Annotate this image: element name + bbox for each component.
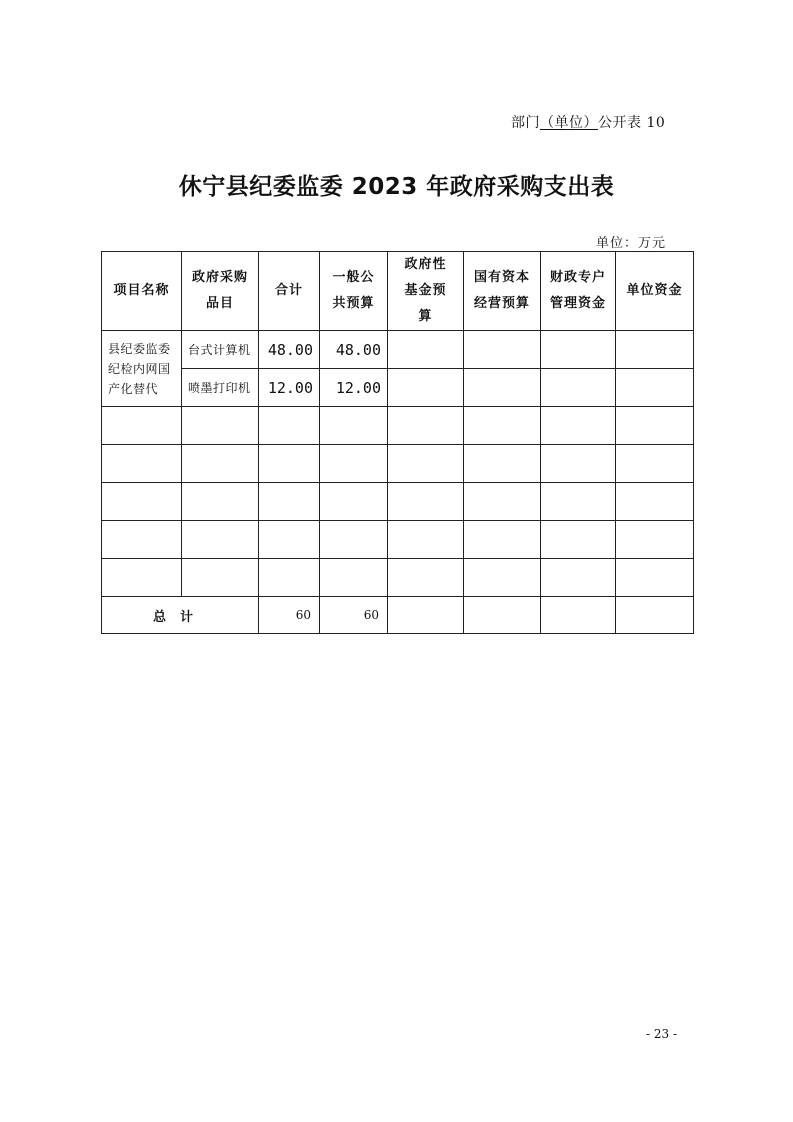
item-cell: 喷墨打印机 xyxy=(182,369,259,407)
empty-row xyxy=(102,445,694,483)
grand-state-capital-cell xyxy=(464,597,541,634)
header-row xyxy=(102,252,694,331)
state-capital-cell xyxy=(464,369,541,407)
total-label: 总计 xyxy=(102,597,259,634)
unit-funds-cell xyxy=(616,369,694,407)
col-header-state-capital: 国有资本经营预算 xyxy=(464,252,541,331)
empty-row xyxy=(102,483,694,521)
state-capital-cell xyxy=(464,331,541,369)
grand-special-account-cell xyxy=(541,597,616,634)
general-budget-cell: 12.00 xyxy=(320,369,388,407)
code-prefix: 部门 xyxy=(511,115,540,131)
unit-funds-cell xyxy=(616,331,694,369)
project-name-cell: 县纪委监委纪检内网国产化替代 xyxy=(102,331,182,407)
total-row xyxy=(102,597,694,634)
gov-fund-cell xyxy=(388,369,464,407)
col-header-total: 合计 xyxy=(259,252,320,331)
page-number: - 23 - xyxy=(646,1027,678,1041)
grand-total-cell: 60 xyxy=(259,597,320,634)
procurement-table xyxy=(101,251,694,634)
table-code xyxy=(511,112,665,132)
table-row xyxy=(102,369,694,407)
empty-row xyxy=(102,521,694,559)
item-cell: 台式计算机 xyxy=(182,331,259,369)
special-account-cell xyxy=(541,331,616,369)
table-row xyxy=(102,331,694,369)
grand-gov-fund-cell xyxy=(388,597,464,634)
code-suffix: 公开表 10 xyxy=(598,115,666,131)
grand-general-budget-cell: 60 xyxy=(320,597,388,634)
col-header-gov-fund: 政府性基金预算 xyxy=(388,252,464,331)
empty-row xyxy=(102,407,694,445)
code-unit: （单位） xyxy=(540,115,598,131)
gov-fund-cell xyxy=(388,331,464,369)
col-header-general-budget: 一般公共预算 xyxy=(320,252,388,331)
total-cell: 48.00 xyxy=(259,331,320,369)
total-cell: 12.00 xyxy=(259,369,320,407)
general-budget-cell: 48.00 xyxy=(320,331,388,369)
col-header-special-account: 财政专户管理资金 xyxy=(541,252,616,331)
empty-row xyxy=(102,559,694,597)
unit-note: 单位：万元 xyxy=(596,236,667,251)
special-account-cell xyxy=(541,369,616,407)
page-title: 休宁县纪委监委 2023 年政府采购支出表 xyxy=(178,174,615,200)
grand-unit-funds-cell xyxy=(616,597,694,634)
col-header-item: 政府采购品目 xyxy=(182,252,259,331)
col-header-project: 项目名称 xyxy=(102,252,182,331)
col-header-unit-funds: 单位资金 xyxy=(616,252,694,331)
